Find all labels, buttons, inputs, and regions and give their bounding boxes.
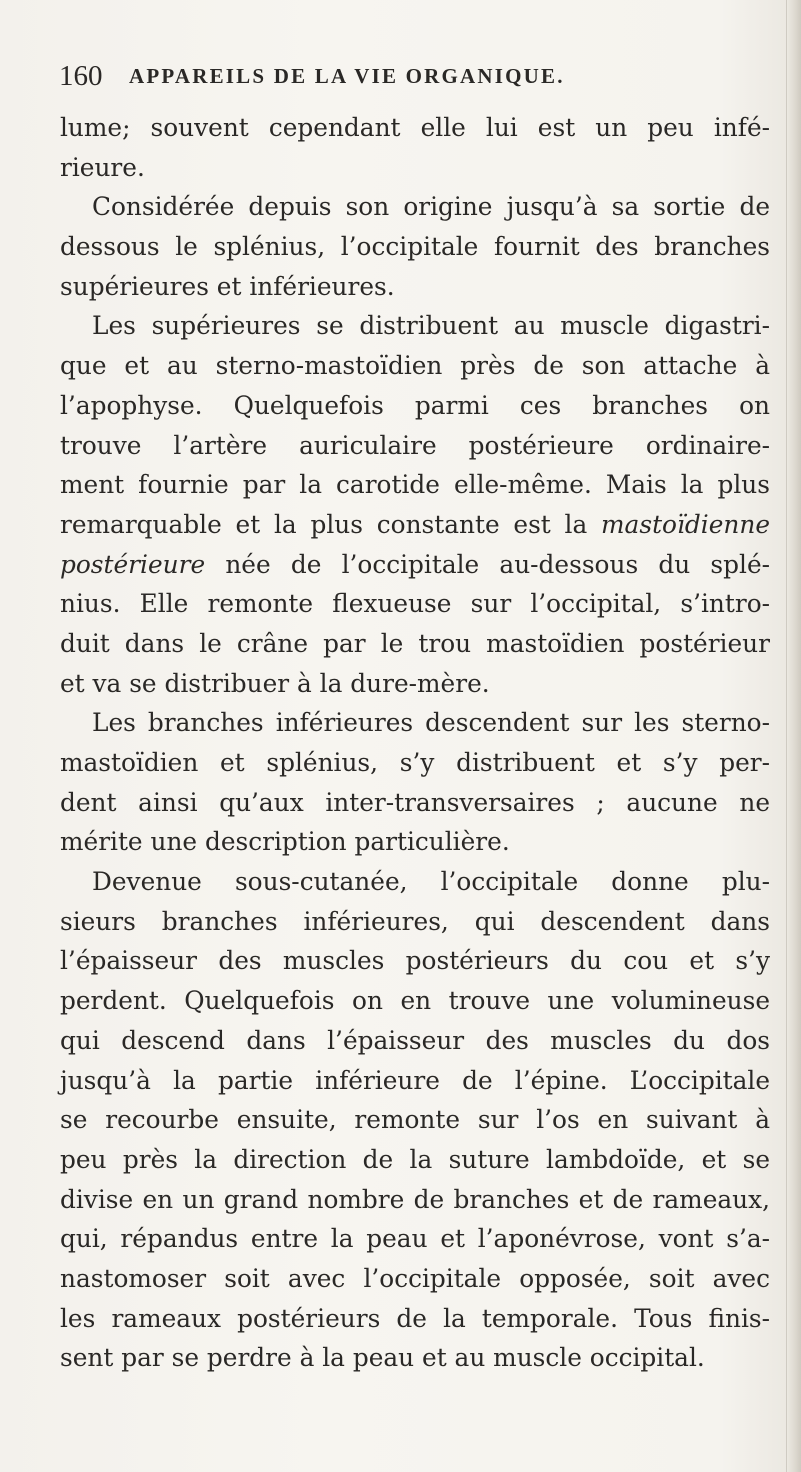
text-line [60, 227, 770, 267]
text-line [60, 465, 770, 505]
line-text: sent par se perdre à la peau et au muscle occipital. [60, 1343, 705, 1373]
text-line [60, 545, 770, 585]
line-text: divise en un grand nombre de branches et de rameaux, [60, 1184, 770, 1214]
text-line [60, 584, 770, 624]
line-text: l’apophyse. Quelquefois parmi ces branches on [60, 390, 770, 420]
line-text: née de l’occipitale au-dessous du splé- [205, 549, 770, 579]
line-text: lume; souvent cependant elle lui est un peu infé- [60, 113, 770, 142]
line-text: sieurs branches inférieures, qui descendent dans [60, 906, 770, 936]
text-line [60, 1338, 770, 1378]
text-line [60, 108, 770, 148]
text-line [60, 148, 770, 188]
italic-term: mastoïdienne [601, 509, 770, 539]
text-line [60, 703, 770, 743]
text-line [60, 902, 770, 942]
line-text: nastomoser soit avec l’occipitale opposée, soit avec [60, 1263, 770, 1293]
line-text: mastoïdien et splénius, s’y distribuent et s’y per- [60, 748, 770, 777]
line-text: remarquable et la plus constante est la [60, 509, 588, 539]
text-line [60, 1259, 770, 1299]
text-line [60, 346, 770, 386]
line-text: dent ainsi qu’aux inter-transversaires ; aucune ne [60, 787, 770, 817]
line-text: supérieures et inférieures. [60, 271, 395, 301]
text-line [60, 386, 770, 426]
line-text: mérite une description particulière. [60, 827, 510, 857]
text-line [60, 783, 770, 823]
text-line [60, 1180, 770, 1220]
text-line [60, 187, 770, 227]
line-text: qui descend dans l’épaisseur des muscles du dos [60, 1025, 770, 1055]
text-line [60, 1061, 770, 1101]
line-text: et va se distribuer à la dure-mère. [60, 668, 490, 698]
line-text: duit dans le crâne par le trou mastoïdien postérieur [60, 628, 770, 658]
text-line [60, 981, 770, 1021]
text-line [60, 1100, 770, 1140]
line-text: que et au sterno-mastoïdien près de son attache à [60, 351, 770, 381]
running-head: APPAREILS DE LA VIE ORGANIQUE. [129, 64, 565, 88]
text-line [60, 624, 770, 664]
text-line [60, 1299, 770, 1339]
text-line [60, 941, 770, 981]
line-text: Devenue sous-cutanée, l’occipitale donne plu- [92, 867, 770, 897]
text-line [60, 664, 770, 704]
line-text: Considérée depuis son origine jusqu’à sa sortie de [92, 192, 770, 222]
page-edge [786, 0, 801, 1472]
line-text: l’épaisseur des muscles postérieurs du cou et s’y [60, 946, 770, 976]
text-line [60, 1021, 770, 1061]
text-line [60, 743, 770, 783]
line-text: trouve l’artère auriculaire postérieure ordinaire- [60, 430, 770, 460]
line-text: ment fournie par la carotide elle-même. Mais la plus [60, 470, 770, 500]
line-text: qui, répandus entre la peau et l’aponévrose, vont s’a- [60, 1224, 770, 1254]
line-text: rieure. [60, 152, 145, 182]
line-text: Les supérieures se distribuent au muscle digastri- [92, 311, 770, 341]
text-line [60, 1219, 770, 1259]
line-text: peu près la direction de la suture lambdoïde, et se [60, 1144, 770, 1174]
line-text: se recourbe ensuite, remonte sur l’os en suivant à [60, 1105, 770, 1135]
page-number: 160 [59, 60, 103, 92]
line-text: Les branches inférieures descendent sur les sterno- [92, 708, 770, 738]
text-line [60, 306, 770, 346]
line-text: les rameaux postérieurs de la temporale. Tous finis- [60, 1303, 770, 1333]
text-line [60, 862, 770, 902]
text-line [60, 505, 770, 545]
italic-term: postérieure [60, 549, 206, 579]
line-text: dessous le splénius, l’occipitale fournit des branches [60, 232, 770, 262]
text-line [60, 822, 770, 862]
text-line [60, 426, 770, 466]
line-text: perdent. Quelquefois on en trouve une volumineuse [60, 986, 770, 1016]
text-line [60, 1140, 770, 1180]
body-text [60, 108, 770, 1378]
line-text: nius. Elle remonte flexueuse sur l’occipital, s’intro- [60, 589, 770, 619]
page-header [59, 60, 729, 100]
line-text: jusqu’à la partie inférieure de l’épine. L’occipitale [60, 1065, 770, 1095]
text-line [60, 267, 770, 307]
